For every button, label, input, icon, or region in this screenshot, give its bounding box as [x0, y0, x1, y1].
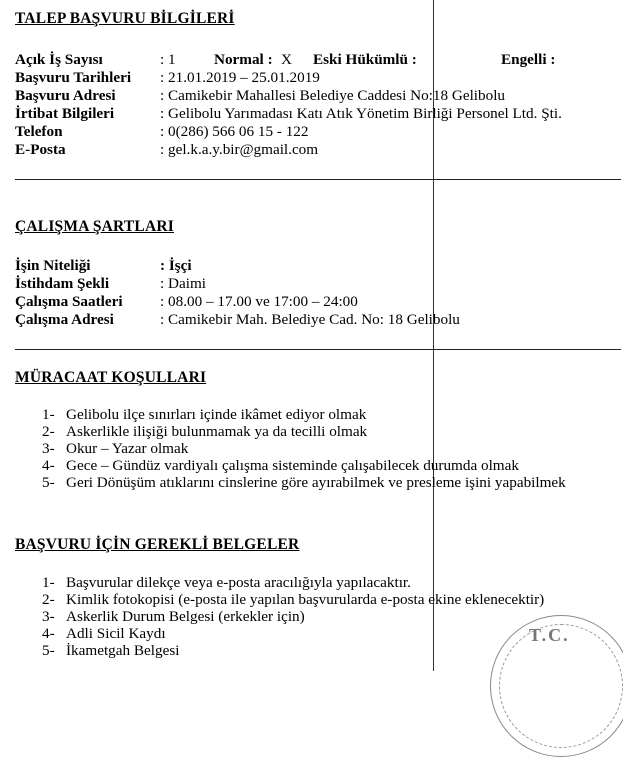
list-item — [42, 423, 566, 440]
list-text: Gece – Gündüz vardiyalı çalışma sisteminde çalışabilecek durumda olmak — [66, 457, 519, 474]
list-number: 4- — [42, 625, 55, 642]
e-posta-row — [15, 141, 66, 159]
field-value: : gel.k.a.y.bir@gmail.com — [160, 141, 319, 158]
list-number: 5- — [42, 642, 55, 659]
list-text: Gelibolu ilçe sınırları içinde ikâmet ediyor olmak — [66, 406, 367, 423]
list-item — [42, 406, 566, 423]
list-item — [42, 440, 566, 457]
field-value: : Daimi — [160, 275, 206, 292]
list-item — [42, 591, 544, 608]
field-label: E-Posta — [15, 141, 66, 158]
belgeler-list — [42, 574, 544, 659]
list-number: 3- — [42, 608, 55, 625]
field-value: : 21.01.2019 – 25.01.2019 — [160, 69, 320, 86]
list-text: Kimlik fotokopisi (e-posta ile yapılan başvurularda e-posta ekine eklenecektir) — [66, 591, 545, 608]
calisma-adresi-row — [15, 311, 114, 329]
list-item — [42, 457, 566, 474]
normal-value: X — [281, 51, 292, 68]
calisma-saatleri-row — [15, 293, 123, 311]
list-number: 4- — [42, 457, 55, 474]
acik-is-label: Açık İş Sayısı — [15, 51, 103, 68]
field-value: : 0(286) 566 06 15 - 122 — [160, 123, 309, 140]
section-divider — [15, 179, 621, 180]
list-number: 2- — [42, 423, 55, 440]
list-item — [42, 608, 544, 625]
list-text: Adli Sicil Kaydı — [66, 625, 166, 642]
section-heading-belgeler: BAŞVURU İÇİN GEREKLİ BELGELER — [15, 536, 300, 553]
field-value: : İşçi — [160, 257, 192, 274]
list-number: 1- — [42, 574, 55, 591]
stamp-text: T.C. — [529, 625, 570, 645]
list-text: Askerlik Durum Belgesi (erkekler için) — [66, 608, 305, 625]
field-value: : 08.00 – 17.00 ve 17:00 – 24:00 — [160, 293, 358, 310]
istihdam-sekli-row — [15, 275, 109, 293]
isin-niteligi-row — [15, 257, 91, 275]
list-text: Okur – Yazar olmak — [66, 440, 189, 457]
field-label: Çalışma Adresi — [15, 311, 114, 328]
field-label: Başvuru Adresi — [15, 87, 116, 104]
muracaat-list — [42, 406, 566, 491]
field-value: : Camikebir Mah. Belediye Cad. No: 18 Gelibolu — [160, 311, 460, 328]
normal-label: Normal : — [214, 51, 273, 68]
list-item — [42, 642, 544, 659]
list-text: Askerlikle ilişiği bulunmamak ya da tecilli olmak — [66, 423, 368, 440]
telefon-row — [15, 123, 63, 141]
official-stamp — [490, 615, 623, 757]
list-item — [42, 625, 544, 642]
engelli-label: Engelli : — [501, 51, 556, 68]
list-item — [42, 574, 544, 591]
field-label: İrtibat Bilgileri — [15, 105, 115, 122]
list-number: 5- — [42, 474, 55, 491]
eski-hukumlu-label: Eski Hükümlü : — [313, 51, 417, 68]
field-label: Başvuru Tarihleri — [15, 69, 132, 86]
list-number: 2- — [42, 591, 55, 608]
field-value: : Gelibolu Yarımadası Katı Atık Yönetim Birliği Personel Ltd. Şti. — [160, 105, 562, 122]
list-text: Başvurular dilekçe veya e-posta aracılığıyla yapılacaktır. — [66, 574, 411, 591]
acik-is-value: : 1 — [160, 51, 176, 68]
list-text: Geri Dönüşüm atıklarını cinslerine göre ayırabilmek ve presleme işini yapabilmek — [66, 474, 566, 491]
field-label: İstihdam Şekli — [15, 275, 110, 292]
irtibat-bilgileri-row — [15, 105, 114, 123]
basvuru-tarihleri-row — [15, 69, 131, 87]
section-divider — [15, 349, 621, 350]
list-item — [42, 474, 566, 491]
list-number: 3- — [42, 440, 55, 457]
field-value: : Camikebir Mahallesi Belediye Caddesi No:18 Gelibolu — [160, 87, 506, 104]
list-number: 1- — [42, 406, 55, 423]
section-heading-muracaat: MÜRACAAT KOŞULLARI — [15, 369, 207, 386]
section-heading-calisma: ÇALIŞMA ŞARTLARI — [15, 218, 174, 235]
section-heading-basvuru: TALEP BAŞVURU BİLGİLERİ — [15, 10, 235, 27]
field-label: İşin Niteliği — [15, 257, 91, 274]
field-label: Çalışma Saatleri — [15, 293, 123, 310]
field-label: Telefon — [15, 123, 63, 140]
list-text: İkametgah Belgesi — [66, 642, 180, 659]
basvuru-adresi-row — [15, 87, 116, 105]
acik-is-row — [15, 51, 103, 69]
